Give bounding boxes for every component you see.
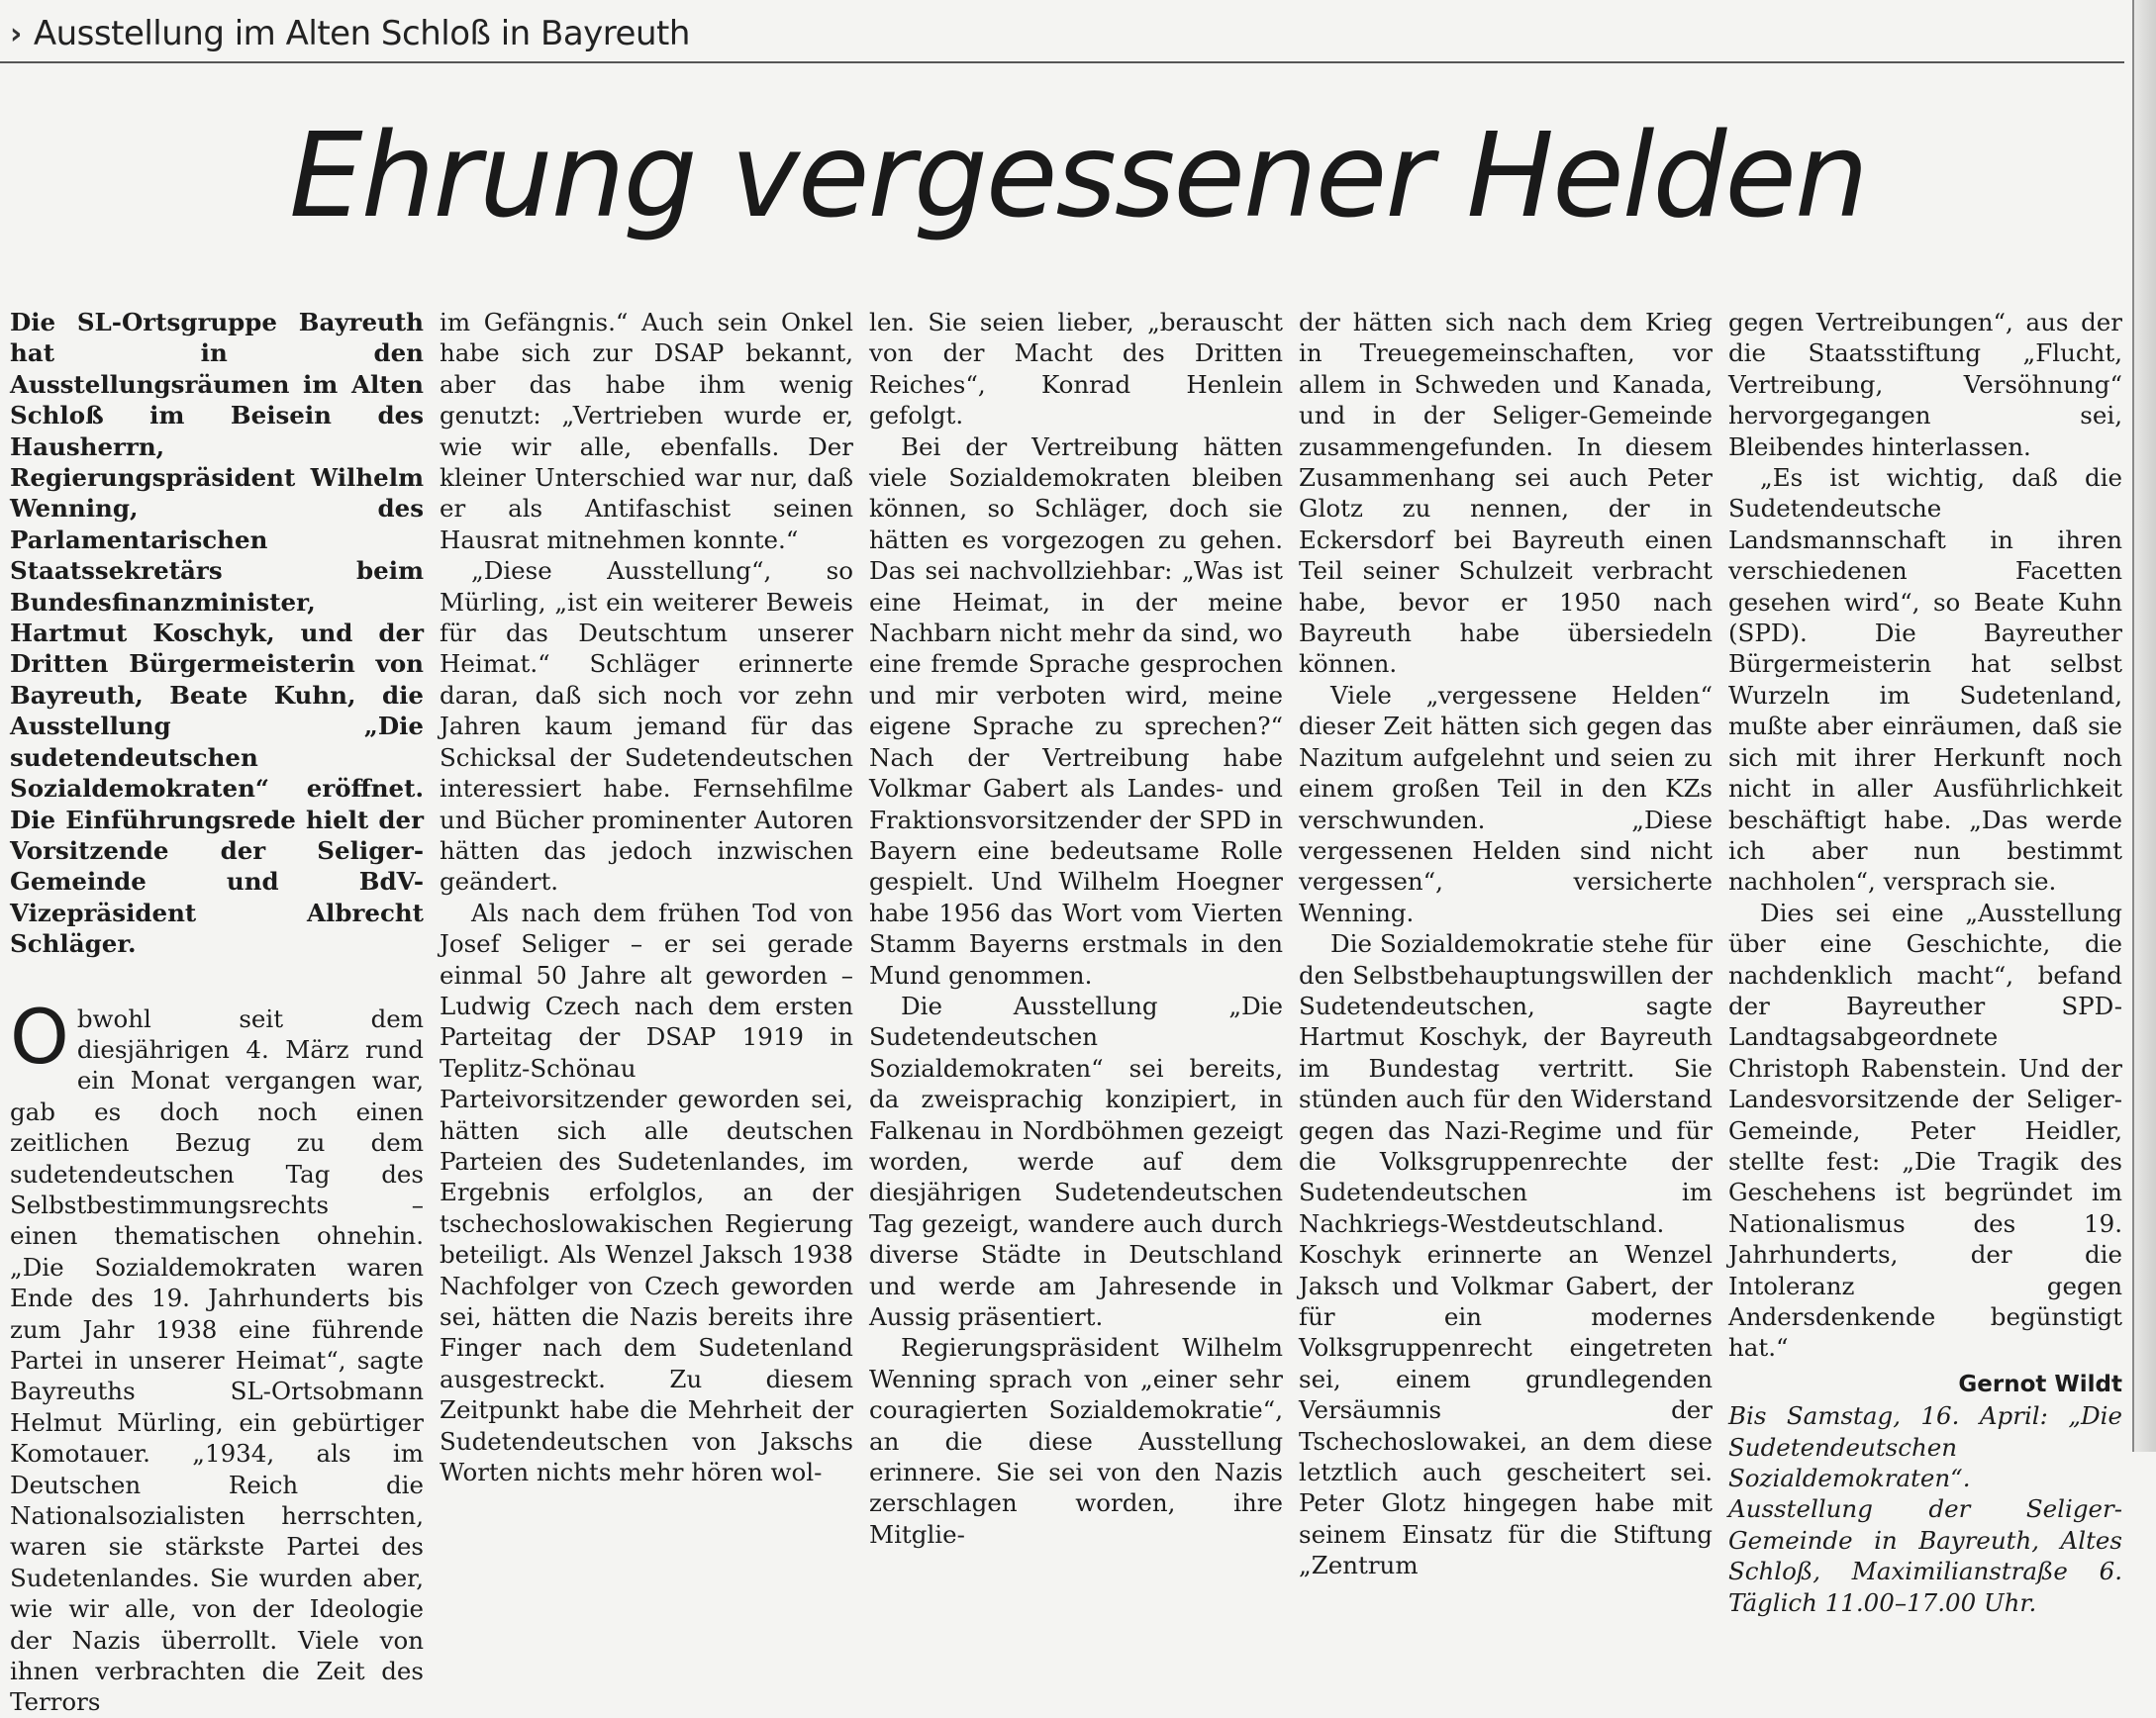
body-text: bwohl seit dem diesjährigen 4. März rund ein Monat vergangen war, gab es doch noch einen zeitlichen Bezug zu dem sudetendeutschen Tag des Selbstbestimmungsrechts – einen thematischen ohnehin. „Die Sozialdemokraten waren Ende des 19. Jahrhunderts bis zum Jahr 1938 eine führende Partei in unserer Heimat“, sagte Bayreuths SL-Ortsobmann Helmut Mürling, ein gebürtiger Komotauer. „1934, als im Deutschen Reich die Nationalsozialisten herrschten, waren sie stärkste Partei des Sudetenlandes. Sie wurden aber, wie wir alle, von der Ideologie der Nazis überrollt. Viele von ihnen verbrachten die Zeit des Terrors (10, 1003, 424, 1717)
body-paragraph: im Gefängnis.“ Auch sein Onkel habe sich zur DSAP bekannt, aber das habe ihm wenig genutzt: „Vertrieben wurde er, wie wir alle, ebenfalls. Der kleiner Unterschied war nur, daß er als Antifaschist seinen Hausrat mitnehmen konnte.“ (440, 308, 853, 554)
spacer (10, 960, 424, 1003)
body-paragraph: Dies sei eine „Ausstellung über eine Geschichte, die nachdenklich macht“, befand der Bayreuther SPD-Landtagsabgeordnete Christoph Rabenstein. Und der Landesvorsitzende der Seliger-Gemeinde, Peter Heidler, stellte fest: „Die Tragik des Geschehens ist begründet im Nationalismus des 19. Jahrhunderts, der die Intoleranz gegen Andersdenkende begünstigt hat.“ (1728, 898, 2122, 1363)
body-paragraph: gegen Vertreibungen“, aus der die Staatsstiftung „Flucht, Vertreibung, Versöhnung“ hervorgegangen sei, Bleibendes hinterlassen. (1728, 308, 2122, 461)
divider (0, 61, 2124, 63)
exhibition-info: Bis Samstag, 16. April: „Die Sudetendeutschen Sozialdemokraten“. Ausstellung der Seliger-Gemeinde in Bayreuth, Altes Schloß, Maximilianstraße 6. Täglich 11.00–17.00 Uhr. (1728, 1401, 2122, 1617)
body-paragraph: Die Sozialdemokratie stehe für den Selbstbehauptungswillen der Sudetendeutschen, sagte Hartmut Koschyk, der Bayreuth im Bundestag vertritt. Sie stünden auch für den Widerstand gegen das Nazi-Regime und für die Volksgruppenrechte der Sudetendeutschen im Nachkriegs-Westdeutschland. Koschyk erinnerte an Wenzel Jaksch und Volkmar Gabert, der für ein modernes Volksgruppenrecht eingetreten sei, einem grundlegenden Versäumnis der Tschechoslowakei, an dem diese letztlich auch gescheitert sei. Peter Glotz hingegen habe mit seinem Einsatz für die Stiftung „Zentrum (1299, 929, 1713, 1580)
body-paragraph: Bei der Vertreibung hätten viele Sozialdemokraten bleiben können, so Schläger, doch sie hätten es vorgezogen zu gehen. Das sei nachvollziehbar: „Was ist eine Heimat, in der meine Nachbarn nicht mehr da sind, wo eine fremde Sprache gesprochen und mir verboten wird, meine eigene Sprache zu sprechen?“ Nach der Vertreibung habe Volkmar Gabert als Landes- und Fraktionsvorsitzender der SPD in Bayern eine bedeutsame Rolle gespielt. Und Wilhelm Hoegner habe 1956 das Wort vom Vierten Stamm Bayerns erstmals in den Mund genommen. (869, 431, 1283, 990)
body-paragraph (10, 992, 424, 1718)
body-paragraph: Regierungspräsident Wilhelm Wenning sprach von „einer sehr couragierten Sozialdemokratie“, an die diese Ausstellung erinnere. Sie sei von den Nazis zerschlagen worden, ihre Mitglie- (869, 1333, 1283, 1549)
column-3 (869, 307, 1283, 1549)
body-paragraph: len. Sie seien lieber, „berauscht von der Macht des Dritten Reiches“, Konrad Henlein gefolgt. (869, 308, 1283, 430)
headline: Ehrung vergessener Helden (289, 107, 1867, 243)
byline: Gernot Wildt (1958, 1371, 2122, 1397)
column-4 (1299, 307, 1713, 1580)
page-edge (2132, 0, 2156, 1452)
drop-cap: O (10, 992, 69, 1081)
chevron-right-icon: › (10, 16, 22, 51)
column-5 (1728, 307, 2122, 1617)
column-1 (10, 307, 424, 1717)
body-paragraph: Die Ausstellung „Die Sudetendeutschen Sozialdemokraten“ sei bereits, da zweisprachig konzipiert, in Falkenau in Nordböhmen gezeigt worden, werde auf dem diesjährigen Sudetendeutschen Tag gezeigt, wandere auch durch diverse Städte in Deutschland und werde am Jahresende in Aussig präsentiert. (869, 991, 1283, 1331)
body-paragraph: Als nach dem frühen Tod von Josef Seliger – er sei gerade einmal 50 Jahre alt geworden – Ludwig Czech nach dem ersten Parteitag der DSAP 1919 in Teplitz-Schönau Parteivorsitzender geworden sei, hätten sich alle deutschen Parteien des Sudetenlandes, im Ergebnis erfolglos, an der tschechoslowakischen Regierung beteiligt. Als Wenzel Jaksch 1938 Nachfolger von Czech geworden sei, hätten die Nazis bereits ihre Finger nach dem Sudetenland ausgestreckt. Zu diesem Zeitpunkt habe die Mehrheit der Sudetendeutschen von Jakschs Worten nichts mehr hören wol- (440, 898, 853, 1487)
column-2 (440, 307, 853, 1487)
kicker-text: Ausstellung im Alten Schloß in Bayreuth (33, 14, 690, 53)
body-paragraph: „Es ist wichtig, daß die Sudetendeutsche Landsmannschaft in ihren verschiedenen Facetten gesehen wird“, so Beate Kuhn (SPD). Die Bayreuther Bürgermeisterin hat selbst Wurzeln im Sudetenland, mußte aber einräumen, daß sie sich mit ihrer Herkunft noch nicht in aller Ausführlichkeit beschäftigt habe. „Das werde ich aber nun bestimmt nachholen“, versprach sie. (1728, 463, 2122, 897)
lead-paragraph: Die SL-Ortsgruppe Bayreuth hat in den Ausstellungsräumen im Alten Schloß im Beisein des Hausherrn, Regierungspräsident Wilhelm Wenning, des Parlamentarischen Staatssekretärs beim Bundesfinanzminister, Hartmut Koschyk, und der Dritten Bürgermeisterin von Bayreuth, Beate Kuhn, die Ausstellung „Die sudetendeutschen Sozialdemokraten“ eröffnet. Die Einführungsrede hielt der Vorsitzende der Seliger-Gemeinde und BdV-Vizepräsident Albrecht Schläger. (10, 308, 424, 959)
body-paragraph: „Diese Ausstellung“, so Mürling, „ist ein weiterer Beweis für das Deutschtum unserer Heimat.“ Schläger erinnerte daran, daß sich noch vor zehn Jahren kaum jemand für das Schicksal der Sudetendeutschen interessiert habe. Fernsehfilme und Bücher prominenter Autoren hätten das jedoch inzwischen geändert. (440, 556, 853, 897)
body-paragraph: der hätten sich nach dem Krieg in Treuegemeinschaften, vor allem in Schweden und Kanada, und in der Seliger-Gemeinde zusammengefunden. In diesem Zusammenhang sei auch Peter Glotz zu nennen, der in Eckersdorf bei Bayreuth einen Teil seiner Schulzeit verbracht habe, bevor er 1950 nach Bayreuth habe übersiedeln können. (1299, 308, 1713, 679)
kicker (10, 8, 690, 59)
body-paragraph: Viele „vergessene Helden“ dieser Zeit hätten sich gegen das Nazitum aufgelehnt und seien zu einem großen Teil in den KZs verschwunden. „Diese vergessenen Helden sind nicht vergessen“, versicherte Wenning. (1299, 680, 1713, 927)
